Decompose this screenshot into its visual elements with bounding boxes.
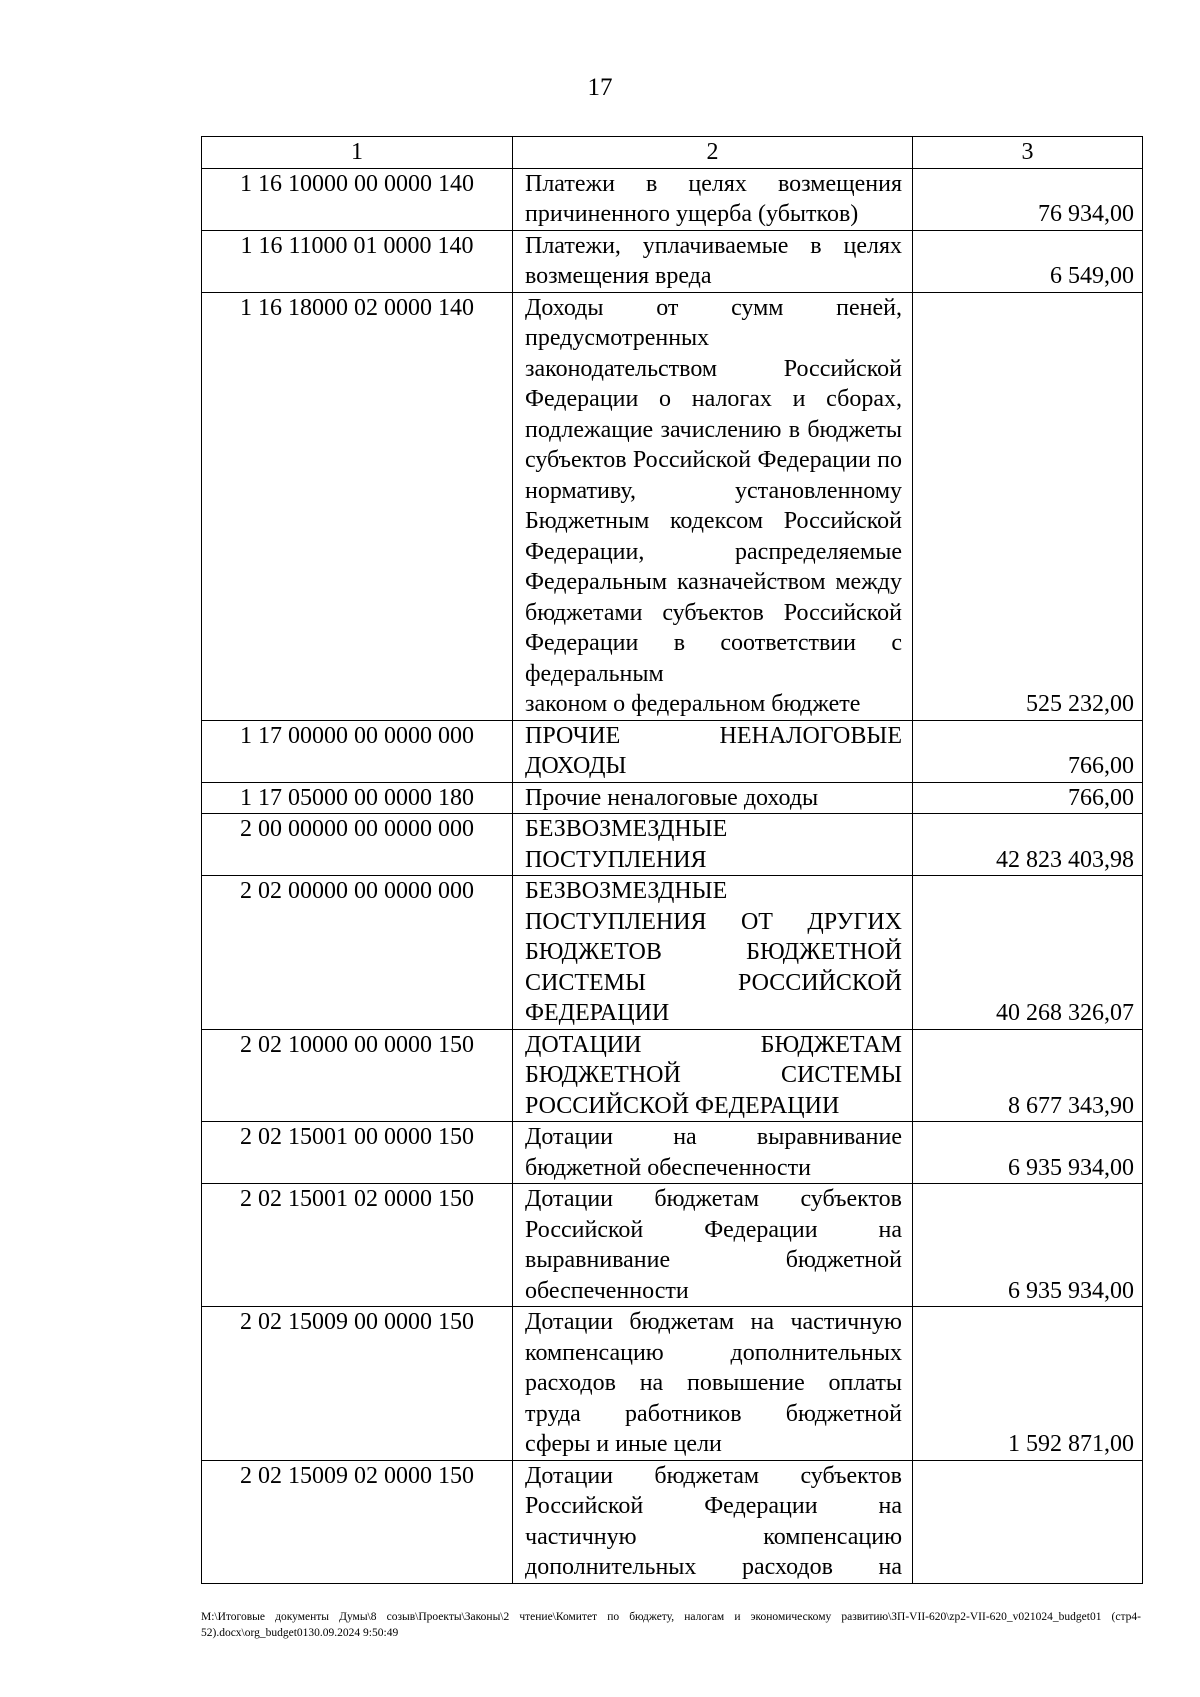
document-path-footer: M:\Итоговые документы Думы\8 созыв\Проекты\Законы\2 чтение\Комитет по бюджету, налогам и экономическому развитию\ЗП-VII-620\zp2-VII-620_v021024_budget01 (стр4-52).docx\org_budget0130.09.2024 9:50:49 — [201, 1611, 1141, 1639]
description-last-line: ФЕДЕРАЦИИ — [525, 1000, 670, 1026]
budget-table — [201, 136, 1143, 1584]
amount-cell: 6 935 934,00 — [913, 1184, 1143, 1307]
table-header-row — [202, 137, 1143, 169]
description-cell — [513, 1460, 913, 1583]
description-text: Доходы от сумм пеней, предусмотренных законодательством Российской Федерации о налогах и сборах, подлежащие зачислению в бюджеты субъектов Российской Федерации по нормативу, установленному Бюджетным кодексом Российской Федерации, распределяемые Федеральным казначейством между бюджетами субъектов Российской Федерации в соответствии с федеральным — [525, 294, 902, 687]
budget-code-cell: 2 02 15009 02 0000 150 — [202, 1460, 513, 1583]
amount-cell: 40 268 326,07 — [913, 876, 1143, 1030]
page-number: 17 — [587, 74, 613, 101]
budget-code-cell: 1 17 00000 00 0000 000 — [202, 720, 513, 782]
budget-code-cell: 2 02 10000 00 0000 150 — [202, 1029, 513, 1122]
description-text: БЕЗВОЗМЕЗДНЫЕ — [525, 816, 728, 842]
description-last-line: ДОХОДЫ — [525, 753, 627, 779]
description-last-line: сферы и иные цели — [525, 1431, 722, 1457]
table-row — [202, 292, 1143, 720]
description-last-line: законом о федеральном бюджете — [525, 691, 861, 717]
budget-code-cell: 2 02 00000 00 0000 000 — [202, 876, 513, 1030]
description-cell — [513, 168, 913, 230]
description-cell — [513, 1184, 913, 1307]
description-last-line: возмещения вреда — [525, 263, 712, 289]
description-last-line: ПОСТУПЛЕНИЯ — [525, 846, 707, 873]
amount-cell: 6 935 934,00 — [913, 1122, 1143, 1184]
budget-code-cell: 2 00 00000 00 0000 000 — [202, 814, 513, 876]
amount-cell — [913, 1460, 1143, 1583]
table-row — [202, 168, 1143, 230]
table-row — [202, 1184, 1143, 1307]
amount-cell: 76 934,00 — [913, 168, 1143, 230]
amount-cell: 766,00 — [913, 782, 1143, 814]
table-body — [202, 168, 1143, 1583]
budget-code-cell: 1 16 10000 00 0000 140 — [202, 168, 513, 230]
description-text: БЕЗВОЗМЕЗДНЫЕ ПОСТУПЛЕНИЯ ОТ ДРУГИХ БЮДЖЕТОВ БЮДЖЕТНОЙ СИСТЕМЫ РОССИЙСКОЙ — [525, 878, 902, 996]
description-cell — [513, 782, 913, 814]
description-text: Дотации на выравнивание — [525, 1124, 902, 1150]
table-row — [202, 720, 1143, 782]
description-cell — [513, 230, 913, 292]
amount-cell: 6 549,00 — [913, 230, 1143, 292]
description-last-line: РОССИЙСКОЙ ФЕДЕРАЦИИ — [525, 1092, 840, 1119]
table-row — [202, 782, 1143, 814]
description-text: Дотации бюджетам субъектов Российской Федерации на частичную компенсацию дополнительных расходов на — [525, 1462, 902, 1580]
description-text: Платежи в целях возмещения — [525, 170, 902, 197]
description-cell — [513, 876, 913, 1030]
amount-cell: 1 592 871,00 — [913, 1307, 1143, 1461]
amount-cell: 8 677 343,90 — [913, 1029, 1143, 1122]
description-cell — [513, 1029, 913, 1122]
table-row — [202, 230, 1143, 292]
description-text: Дотации бюджетам на частичную компенсацию дополнительных расходов на повышение оплаты труда работников бюджетной — [525, 1309, 902, 1427]
description-text: Дотации бюджетам субъектов Российской Федерации на выравнивание бюджетной — [525, 1186, 902, 1273]
budget-code-cell: 1 16 18000 02 0000 140 — [202, 292, 513, 720]
description-last-line: Прочие неналоговые доходы — [525, 784, 819, 811]
table-row — [202, 1122, 1143, 1184]
table-row — [202, 1029, 1143, 1122]
budget-code-cell: 2 02 15001 00 0000 150 — [202, 1122, 513, 1184]
header-col-1: 1 — [202, 137, 513, 169]
amount-cell: 42 823 403,98 — [913, 814, 1143, 876]
description-text: Платежи, уплачиваемые в целях — [525, 232, 902, 259]
description-cell — [513, 814, 913, 876]
description-last-line: обеспеченности — [525, 1277, 689, 1304]
budget-code-cell: 2 02 15009 00 0000 150 — [202, 1307, 513, 1461]
description-cell — [513, 1122, 913, 1184]
amount-cell: 525 232,00 — [913, 292, 1143, 720]
budget-code-cell: 2 02 15001 02 0000 150 — [202, 1184, 513, 1307]
description-cell — [513, 292, 913, 720]
budget-code-cell: 1 17 05000 00 0000 180 — [202, 782, 513, 814]
table-row — [202, 1460, 1143, 1583]
budget-code-cell: 1 16 11000 01 0000 140 — [202, 230, 513, 292]
table-row — [202, 814, 1143, 876]
table-row — [202, 876, 1143, 1030]
header-col-3: 3 — [913, 137, 1143, 169]
description-text: ПРОЧИЕ НЕНАЛОГОВЫЕ — [525, 722, 902, 749]
description-last-line: бюджетной обеспеченности — [525, 1154, 811, 1181]
amount-cell: 766,00 — [913, 720, 1143, 782]
description-cell — [513, 1307, 913, 1461]
table-row — [202, 1307, 1143, 1461]
header-col-2: 2 — [513, 137, 913, 169]
description-text: ДОТАЦИИ БЮДЖЕТАМ БЮДЖЕТНОЙ СИСТЕМЫ — [525, 1031, 902, 1088]
description-last-line: причиненного ущерба (убытков) — [525, 201, 859, 227]
description-cell — [513, 720, 913, 782]
